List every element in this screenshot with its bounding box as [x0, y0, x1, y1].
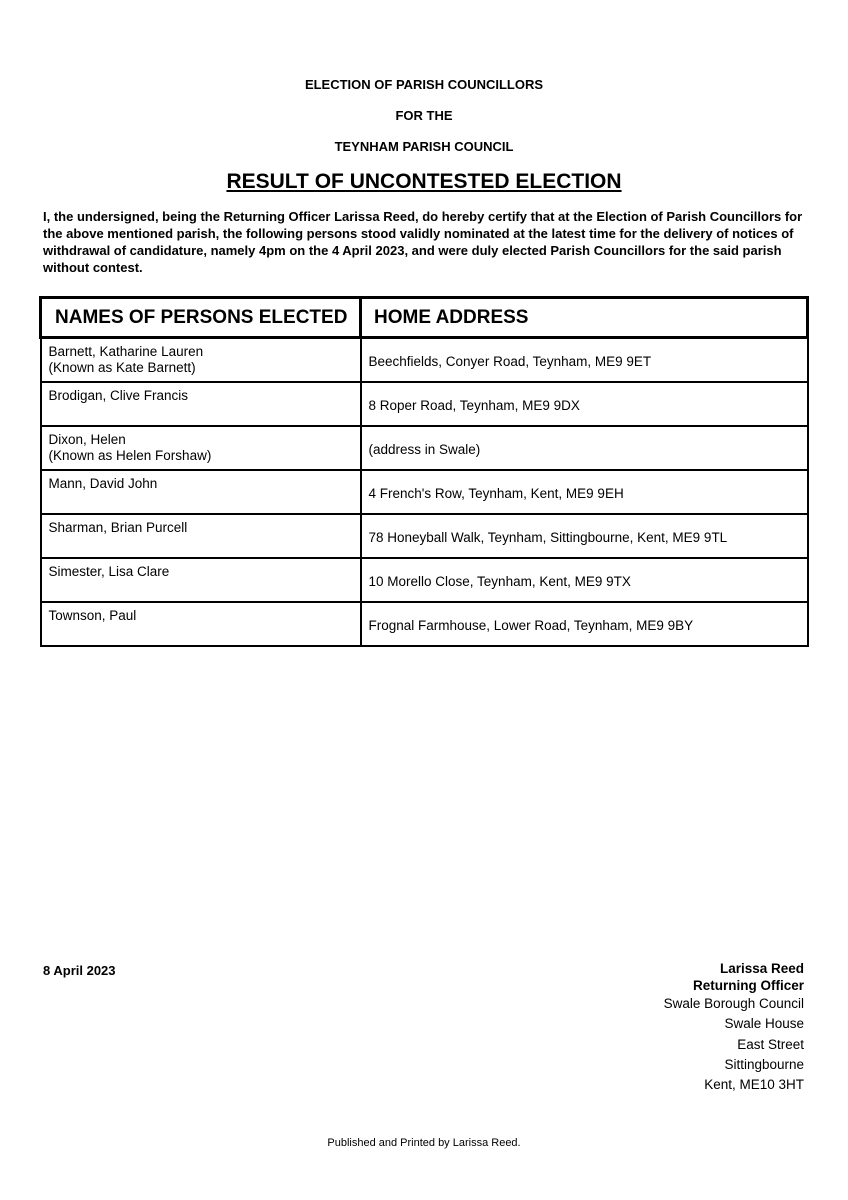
council-address-line: Swale House: [724, 1016, 804, 1032]
table-row: [41, 426, 808, 470]
home-address-cell: [361, 382, 808, 426]
imprint-text: Published and Printed by Larissa Reed.: [327, 1137, 521, 1149]
officer-title: Returning Officer: [692, 978, 804, 993]
person-name-cell: [41, 470, 361, 514]
council-address-line: Sittingbourne: [724, 1056, 804, 1072]
address-column-header: HOME ADDRESS: [361, 298, 808, 338]
home-address-cell: [361, 470, 808, 514]
person-name-cell: [41, 602, 361, 646]
home-address: 4 French's Row, Teynham, Kent, ME9 9EH: [368, 486, 624, 501]
table-row: [41, 602, 808, 646]
person-name-cell: [41, 514, 361, 558]
person-name-cell: [41, 426, 361, 470]
returning-officer-signature-block: [664, 960, 804, 1095]
home-address: Frognal Farmhouse, Lower Road, Teynham, ME9 9BY: [368, 618, 694, 633]
names-column-header: NAMES OF PERSONS ELECTED: [41, 298, 361, 338]
person-name: Brodigan, Clive Francis: [48, 388, 189, 403]
elected-persons-table: [39, 296, 809, 647]
table-row: [41, 558, 808, 602]
for-the-heading: FOR THE: [395, 108, 453, 123]
home-address-cell: [361, 514, 808, 558]
home-address-cell: [361, 558, 808, 602]
home-address-cell: [361, 338, 808, 383]
person-name-cell: [41, 558, 361, 602]
home-address-cell: [361, 602, 808, 646]
table-row: [41, 470, 808, 514]
table-header-row: [41, 298, 808, 338]
table-row: [41, 514, 808, 558]
home-address: Beechfields, Conyer Road, Teynham, ME9 9ET: [368, 354, 652, 369]
page-title: RESULT OF UNCONTESTED ELECTION: [226, 170, 622, 193]
council-address-line: East Street: [737, 1036, 804, 1052]
council-address-line: Swale Borough Council: [663, 996, 804, 1011]
home-address: 8 Roper Road, Teynham, ME9 9DX: [368, 398, 580, 413]
table-row: [41, 338, 808, 383]
council-address-line: Kent, ME10 3HT: [704, 1077, 804, 1093]
parish-council-heading: TEYNHAM PARISH COUNCIL: [334, 139, 514, 154]
home-address: 78 Honeyball Walk, Teynham, Sittingbourne, Kent, ME9 9TL: [368, 530, 728, 545]
officer-name: Larissa Reed: [719, 961, 804, 976]
certification-statement: I, the undersigned, being the Returning Officer Larissa Reed, do hereby certify that at the Election of Parish Councillors for the above mentioned parish, the following persons stood validly nominated at the latest time for the delivery of notices of withdrawal of candidature, namely 4pm on the 4 April 2023, and were duly elected Parish Councillors for the said parish without contest.: [43, 209, 803, 275]
person-name: Townson, Paul: [48, 608, 137, 623]
person-name-cell: [41, 382, 361, 426]
person-name: Mann, David John: [48, 476, 158, 491]
election-heading: ELECTION OF PARISH COUNCILLORS: [304, 77, 544, 92]
person-name: Dixon, Helen: [48, 432, 126, 447]
home-address: (address in Swale): [368, 442, 481, 457]
table-row: [41, 382, 808, 426]
home-address: 10 Morello Close, Teynham, Kent, ME9 9TX: [368, 574, 631, 589]
notice-date: 8 April 2023: [43, 963, 116, 978]
home-address-cell: [361, 426, 808, 470]
known-as-name: (Known as Kate Barnett): [48, 360, 196, 375]
person-name: Barnett, Katharine Lauren: [48, 344, 204, 359]
person-name: Sharman, Brian Purcell: [48, 520, 188, 535]
person-name-cell: [41, 338, 361, 383]
known-as-name: (Known as Helen Forshaw): [48, 448, 212, 463]
person-name: Simester, Lisa Clare: [48, 564, 170, 579]
